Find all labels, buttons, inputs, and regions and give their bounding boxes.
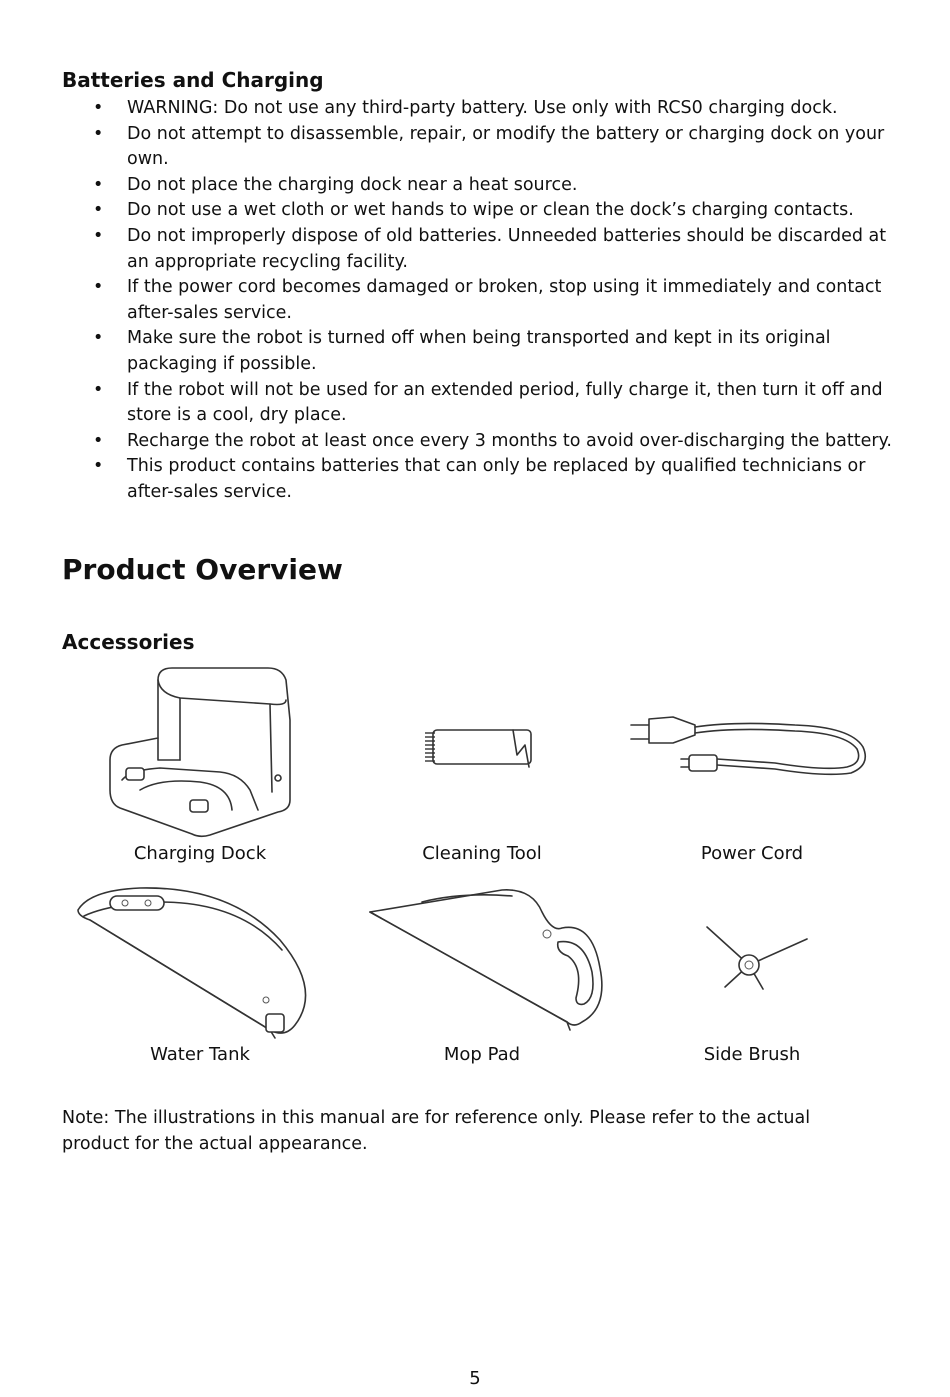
list-item: • This product contains batteries that can only be replaced by qualified technicians or after-sales service. (93, 456, 866, 502)
cleaning-tool-illustration (405, 715, 545, 795)
list-item: • If the power cord becomes damaged or broken, stop using it immediately and contact after-sales service. (93, 277, 882, 323)
list-item: • Do not attempt to disassemble, repair, or modify the battery or charging dock on your own. (93, 123, 885, 170)
charging-dock-illustration (100, 660, 300, 840)
bullet-icon: • (93, 430, 104, 451)
bullet-icon: • (93, 123, 104, 144)
bullet-icon: • (93, 225, 104, 246)
accessory-label: Mop Pad (443, 1044, 521, 1065)
water-tank-illustration (70, 880, 320, 1045)
side-brush-illustration (695, 915, 815, 995)
reference-note: Note: The illustrations in this manual are for reference only. Please refer to the actual product for the actual appearance. (62, 1108, 811, 1154)
accessory-label: Power Cord (700, 843, 804, 864)
accessory-label: Water Tank (150, 1044, 250, 1065)
page-number: 5 (469, 1368, 481, 1389)
power-cord-illustration (625, 695, 885, 805)
mop-pad-illustration (362, 872, 612, 1037)
list-item: • Do not use a wet cloth or wet hands to wipe or clean the dock’s charging contacts. (62, 198, 892, 224)
section-heading-batteries: Batteries and Charging (62, 68, 324, 92)
list-item: • Do not place the charging dock near a heat source. (62, 173, 892, 199)
bullet-icon: • (93, 277, 104, 298)
bullet-icon: • (93, 456, 104, 477)
accessory-label: Charging Dock (133, 843, 267, 864)
list-item: • If the robot will not be used for an extended period, fully charge it, then turn it off and store is a cool, dry place. (93, 379, 883, 426)
bullet-icon: • (93, 98, 104, 118)
battery-warnings-list (62, 96, 892, 506)
bullet-icon: • (93, 174, 104, 195)
subheading-accessories: Accessories (62, 630, 195, 654)
accessory-label: Side Brush (703, 1044, 801, 1065)
section-heading-product-overview: Product Overview (62, 553, 343, 586)
bullet-icon: • (93, 200, 104, 221)
bullet-icon: • (93, 328, 104, 349)
bullet-icon: • (93, 379, 104, 400)
list-item: • Do not improperly dispose of old batteries. Unneeded batteries should be discarded at an appropriate recycling facility. (93, 225, 887, 272)
list-item: • Make sure the robot is turned off when being transported and kept in its original packaging if possible. (93, 328, 831, 374)
list-item: • Recharge the robot at least once every 3 months to avoid over-discharging the battery. (62, 429, 892, 455)
list-item: • WARNING: Do not use any third-party battery. Use only with RCS0 charging dock. (62, 96, 892, 122)
accessory-label: Cleaning Tool (422, 843, 542, 864)
